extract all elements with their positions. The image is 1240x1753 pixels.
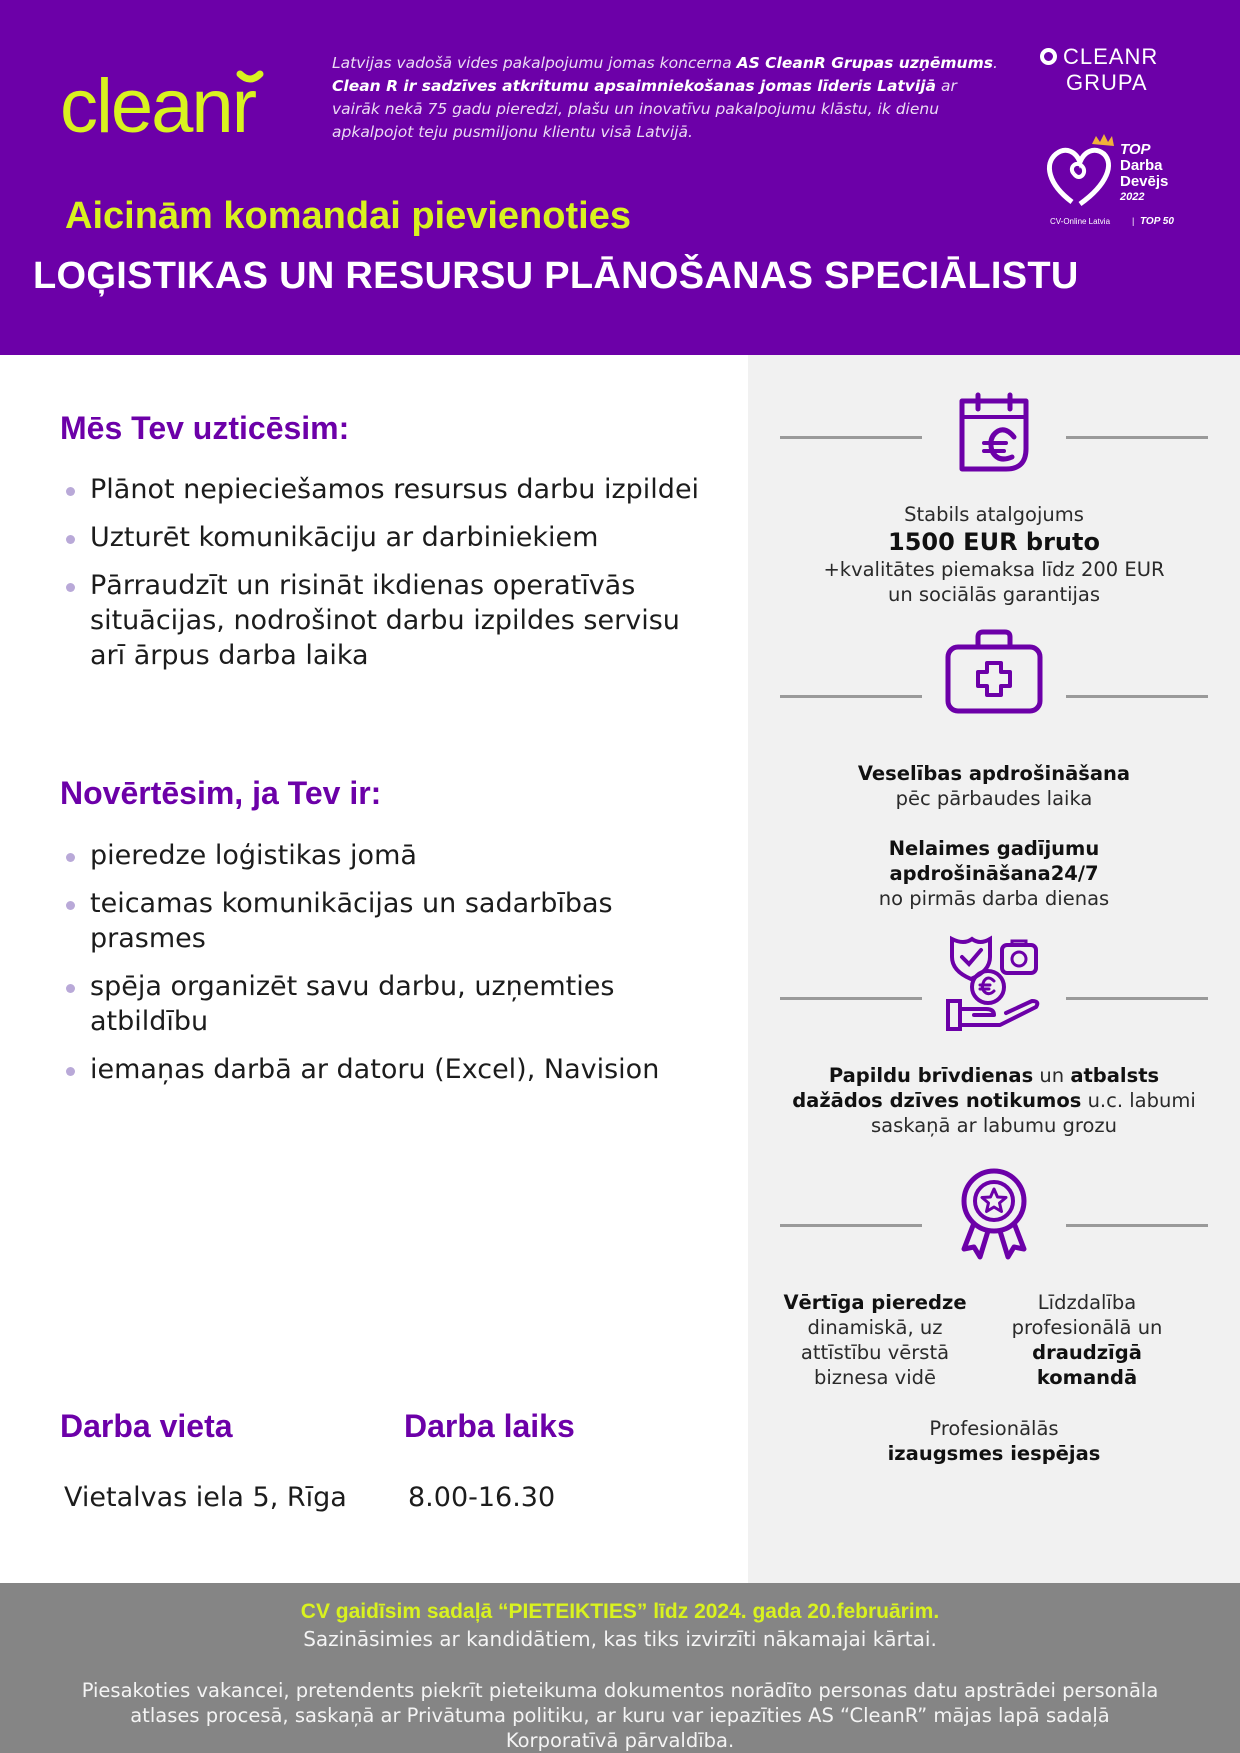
list-item: spēja organizēt savu darbu, uzņemties atbildību — [60, 969, 720, 1039]
list-item: iemaņas darbā ar datoru (Excel), Navision — [60, 1052, 720, 1087]
medical-kit-icon — [942, 627, 1046, 719]
svg-text:TOP 50: TOP 50 — [1140, 216, 1174, 227]
experience-benefit: Vērtīga pieredze dinamiskā, uz attīstību vērstā biznesa vidē — [783, 1291, 967, 1389]
calendar-euro-icon — [950, 387, 1038, 479]
top-employer-badge — [1040, 132, 1190, 232]
requirements-heading: Novērtēsim, ja Tev ir: — [60, 775, 382, 811]
hand-euro-shield-icon — [944, 935, 1044, 1035]
workplace-address: Vietalvas iela 5, Rīga — [64, 1482, 347, 1513]
requirements-list — [60, 838, 720, 1100]
divider — [1066, 997, 1208, 1000]
growth-benefit: Profesionālās izaugsmes iespējas — [887, 1417, 1101, 1465]
divider — [1066, 695, 1208, 698]
company-intro: Latvijas vadošā vides pakalpojumu jomas koncerna AS CleanR Grupas uzņēmums. Clean R ir sadzīves atkritumu apsaimniekošanas jomas līderis Latvijā ar vairāk nekā 75 gadu pieredzi, plašu un inovatīvu pakalpojumu klāstu, ik dienu apkalpojot teju pusmiljonu klientu visā Latvijā. — [332, 54, 998, 141]
job-title: LOĢISTIKAS UN RESURSU PLĀNOŠANAS SPECIĀLISTU — [33, 255, 1079, 297]
workplace-label: Darba vieta — [60, 1408, 233, 1444]
award-ribbon-icon — [956, 1167, 1032, 1263]
salary-benefit: Stabils atalgojums 1500 EUR bruto +kvalitātes piemaksa līdz 200 EUR un sociālās garantijas — [823, 503, 1165, 606]
svg-text:CV-Online Latvia: CV-Online Latvia — [1050, 217, 1111, 226]
svg-text:TOP: TOP — [1120, 141, 1151, 158]
team-benefit: Līdzdalība profesionālā un draudzīgā komandā — [1011, 1291, 1163, 1389]
svg-text:|: | — [1132, 216, 1135, 226]
svg-text:Darba: Darba — [1120, 157, 1163, 174]
header-banner — [0, 0, 1240, 355]
cleanr-logo — [60, 60, 270, 150]
footer — [0, 1583, 1240, 1753]
working-hours-label: Darba laiks — [404, 1408, 575, 1444]
svg-text:Devējs: Devējs — [1120, 173, 1169, 190]
cleanr-grupa-logo: CLEANR GRUPA — [1040, 44, 1200, 96]
duties-list — [60, 472, 720, 686]
divider — [780, 1224, 922, 1227]
extras-benefit: Papildu brīvdienas un atbalsts dažādos dzīves notikumos u.c. labumi saskaņā ar labumu grozu — [792, 1064, 1196, 1137]
application-deadline: CV gaidīsim sadaļā “PIETEIKTIES” līdz 2024. gada 20.februārim. — [300, 1600, 940, 1623]
privacy-notice: Piesakoties vakancei, pretendents piekrīt pieteikuma dokumentos norādīto personas datu apstrādei personāla atlases procesā, saskaņā ar Privātuma politiku, ar kuru var iepazīties AS “CleanR” mājas lapā sadaļā Korporatīvā pārvaldība. — [81, 1679, 1159, 1752]
divider — [780, 997, 922, 1000]
list-item: pieredze loģistikas jomā — [60, 838, 720, 873]
svg-text:2022: 2022 — [1120, 191, 1145, 203]
list-item: Uzturēt komunikāciju ar darbiniekiem — [60, 520, 720, 555]
duties-heading: Mēs Tev uzticēsim: — [60, 410, 350, 446]
svg-text:cleanr: cleanr — [60, 64, 255, 149]
list-item: Pārraudzīt un risināt ikdienas operatīvās situācijas, nodrošinot darbu izpildes servisu arī ārpus darba laika — [60, 568, 720, 673]
divider — [780, 436, 922, 439]
list-item: teicamas komunikācijas un sadarbības prasmes — [60, 886, 720, 956]
working-hours-value: 8.00-16.30 — [408, 1482, 556, 1513]
divider — [1066, 436, 1208, 439]
invitation-subtitle: Aicinām komandai pievienoties — [65, 195, 631, 237]
ring-icon — [1040, 48, 1057, 65]
heart-crown-icon — [1049, 134, 1114, 204]
divider — [780, 695, 922, 698]
divider — [1066, 1224, 1208, 1227]
benefits-panel — [748, 355, 1240, 1583]
contact-note: Sazināsimies ar kandidātiem, kas tiks izvirzīti nākamajai kārtai. — [303, 1627, 937, 1651]
list-item: Plānot nepieciešamos resursus darbu izpildei — [60, 472, 720, 507]
insurance-benefit: Veselības apdrošināšana pēc pārbaudes laika Nelaimes gadījumu apdrošināšana24/7 no pirmās darba dienas — [857, 762, 1131, 910]
